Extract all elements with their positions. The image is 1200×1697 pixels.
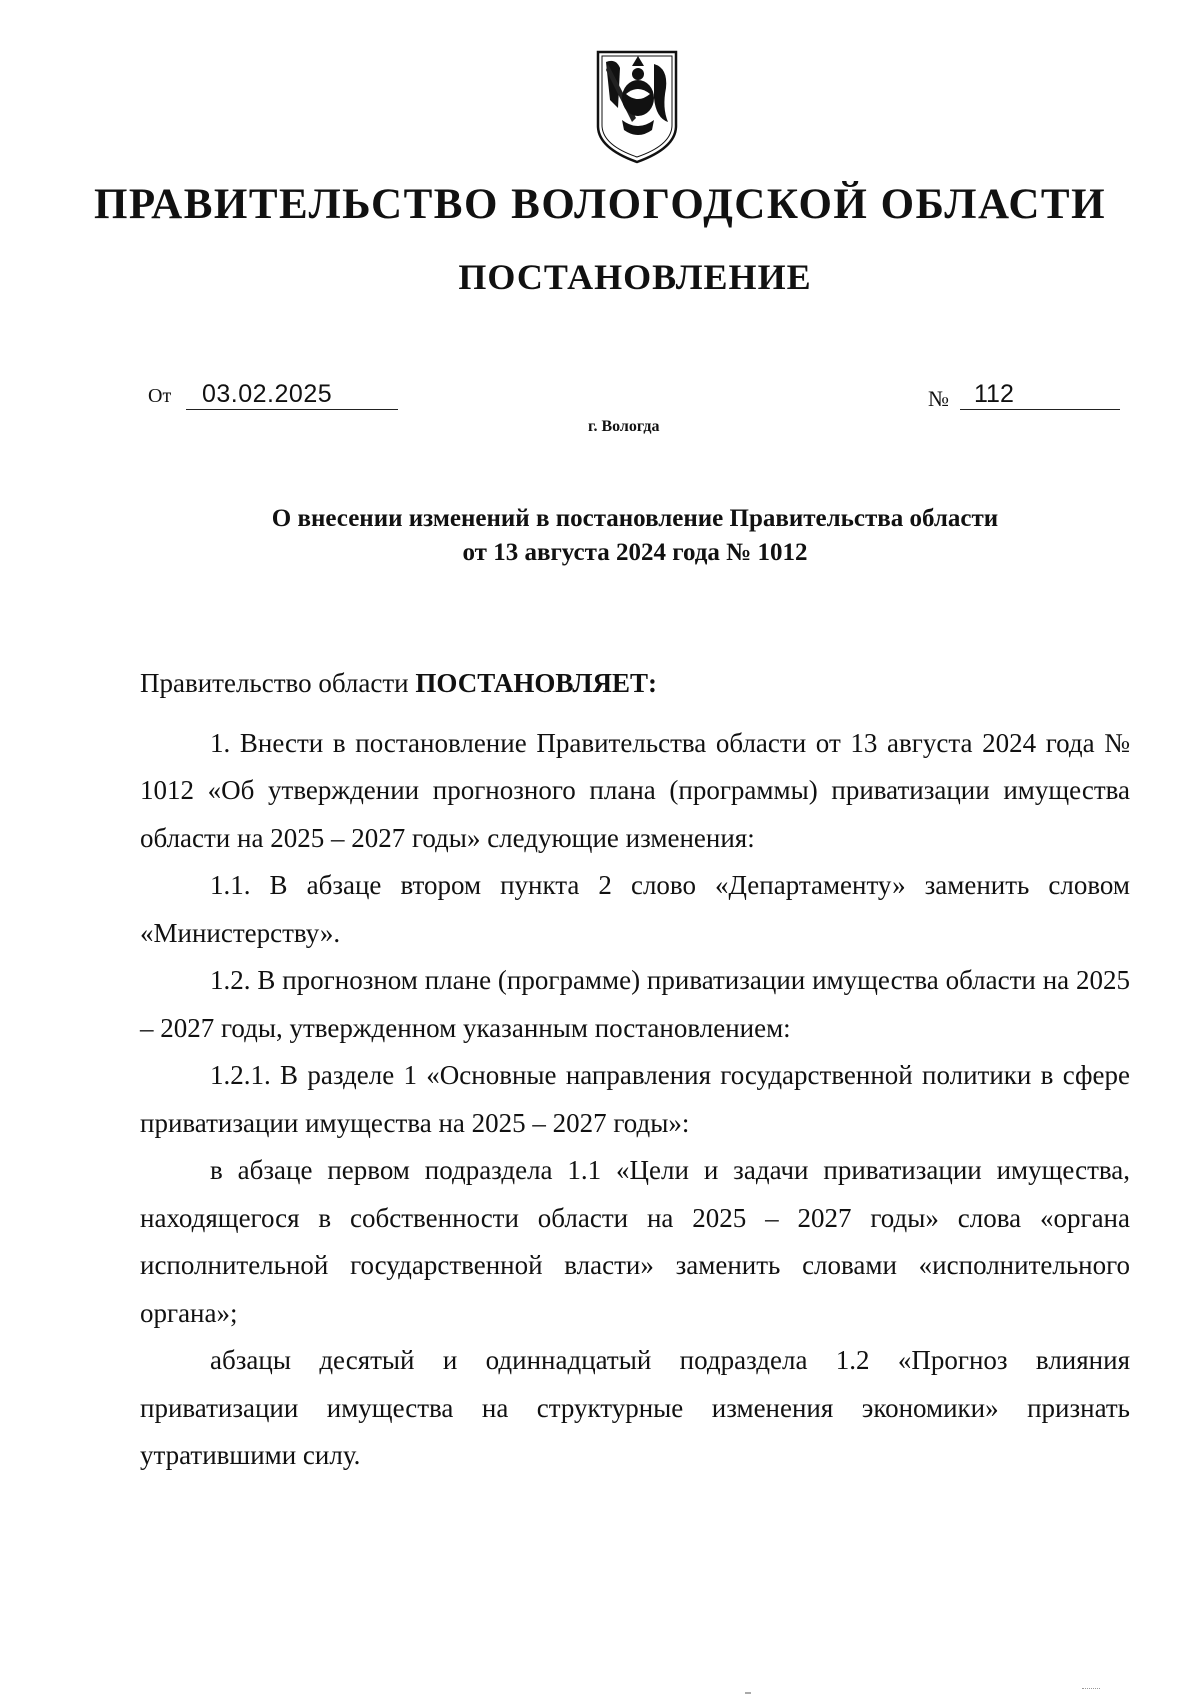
subject-line-2: от 13 августа 2024 года № 1012 [462, 539, 808, 566]
scan-artifact [745, 1692, 751, 1694]
paragraph-1: 1. Внести в постановление Правительства области от 13 августа 2024 года № 1012 «Об утверждении прогнозного плана (программы) приватизации имущества области на 2025 – 2027 годы» следующие изменения: [140, 727, 1130, 853]
document-date: 03.02.2025 [186, 380, 398, 410]
document-number: 112 [960, 380, 1120, 410]
number-label: № [928, 386, 949, 411]
preamble [140, 660, 1130, 708]
paragraph-1-2: 1.2. В прогнозном плане (программе) приватизации имущества области на 2025 – 2027 годы, утвержденном указанным постановлением: [140, 965, 1130, 1043]
document-subject [150, 502, 1120, 570]
document-type: ПОСТАНОВЛЕНИЕ [458, 257, 812, 297]
paragraph-1-2-1: 1.2.1. В разделе 1 «Основные направления государственной политики в сфере приватизации имущества на 2025 – 2027 годы»: [140, 1060, 1130, 1138]
document-body [140, 660, 1130, 1480]
vologda-coat-of-arms-icon [592, 48, 682, 168]
scan-artifact-mark [1082, 1688, 1100, 1693]
paragraph-1-1: 1.1. В абзаце втором пункта 2 слово «Департаменту» заменить словом «Министерству». [140, 870, 1130, 948]
preamble-prefix: Правительство области [140, 668, 409, 698]
paragraph-subsection-1-1: в абзаце первом подраздела 1.1 «Цели и задачи приватизации имущества, находящегося в собственности области на 2025 – 2027 годы» слова «органа исполнительной государственной власти» заменить словами «исполнительного органа»; [140, 1155, 1130, 1328]
paragraph-subsection-1-2: абзацы десятый и одиннадцатый подраздела 1.2 «Прогноз влияния приватизации имущества на структурные изменения экономики» признать утратившими силу. [140, 1345, 1130, 1470]
subject-line-1: О внесении изменений в постановление Правительства области [271, 505, 999, 532]
document-city: г. Вологда [588, 418, 660, 435]
date-label: От [148, 385, 172, 407]
preamble-bold: ПОСТАНОВЛЯЕТ: [415, 668, 657, 698]
government-title: ПРАВИТЕЛЬСТВО ВОЛОГОДСКОЙ ОБЛАСТИ [93, 181, 1107, 228]
